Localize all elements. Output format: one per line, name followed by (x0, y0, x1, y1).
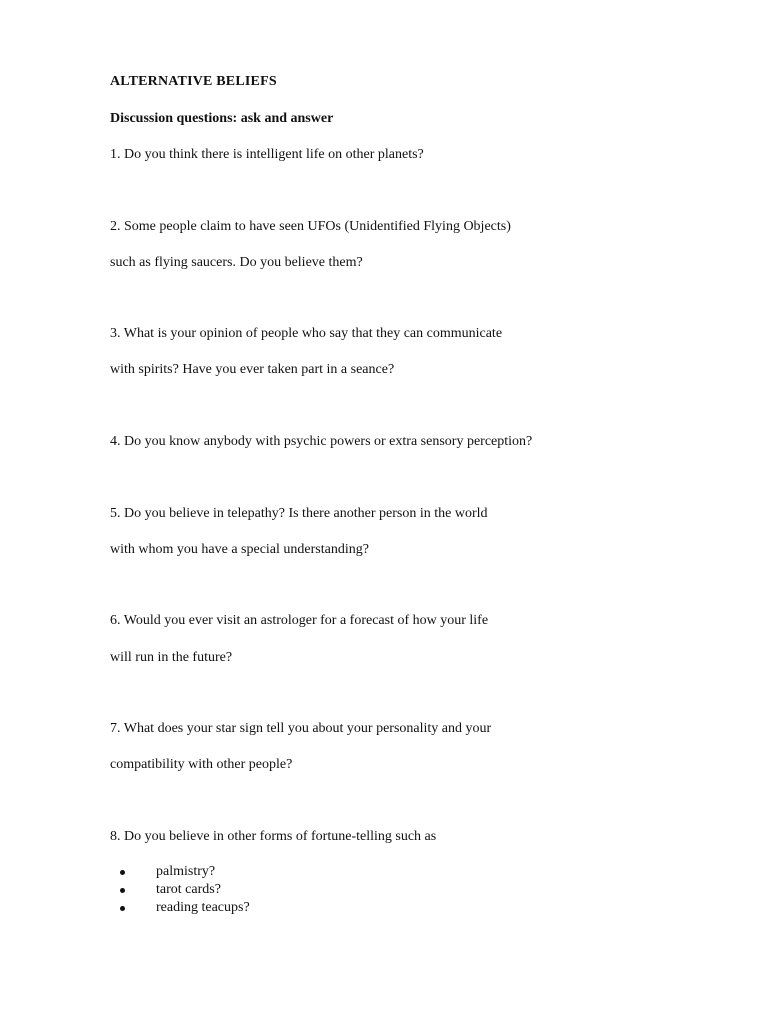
question-2-line-1: 2. Some people claim to have seen UFOs (Unidentified Flying Objects) (110, 219, 511, 234)
bullet-icon (120, 888, 125, 893)
question-7-line-1: 7. What does your star sign tell you about your personality and your (110, 721, 492, 736)
list-item-text: reading teacups? (156, 900, 250, 915)
question-7-line-2: compatibility with other people? (110, 757, 293, 772)
list-item (110, 881, 250, 899)
question-6-line-1: 6. Would you ever visit an astrologer for a forecast of how your life (110, 613, 489, 628)
question-2-line-2: such as flying saucers. Do you believe them? (110, 255, 363, 270)
list-item (110, 899, 250, 917)
fortune-telling-list (110, 863, 250, 917)
question-3-line-1: 3. What is your opinion of people who say that they can communicate (110, 326, 503, 341)
document-subtitle: Discussion questions: ask and answer (110, 111, 334, 126)
list-item (110, 863, 250, 881)
question-5-line-1: 5. Do you believe in telepathy? Is there another person in the world (110, 506, 488, 521)
question-5-line-2: with whom you have a special understanding? (110, 542, 369, 557)
question-4-line-1: 4. Do you know anybody with psychic powers or extra sensory perception? (110, 434, 533, 449)
question-1-line-1: 1. Do you think there is intelligent life on other planets? (110, 147, 424, 162)
list-item-text: palmistry? (156, 864, 216, 879)
question-3-line-2: with spirits? Have you ever taken part in a seance? (110, 362, 395, 377)
document-title: ALTERNATIVE BELIEFS (110, 74, 277, 89)
question-6-line-2: will run in the future? (110, 650, 233, 665)
question-8-line-1: 8. Do you believe in other forms of fortune-telling such as (110, 829, 437, 844)
bullet-icon (120, 870, 125, 875)
bullet-icon (120, 906, 125, 911)
list-item-text: tarot cards? (156, 882, 221, 897)
